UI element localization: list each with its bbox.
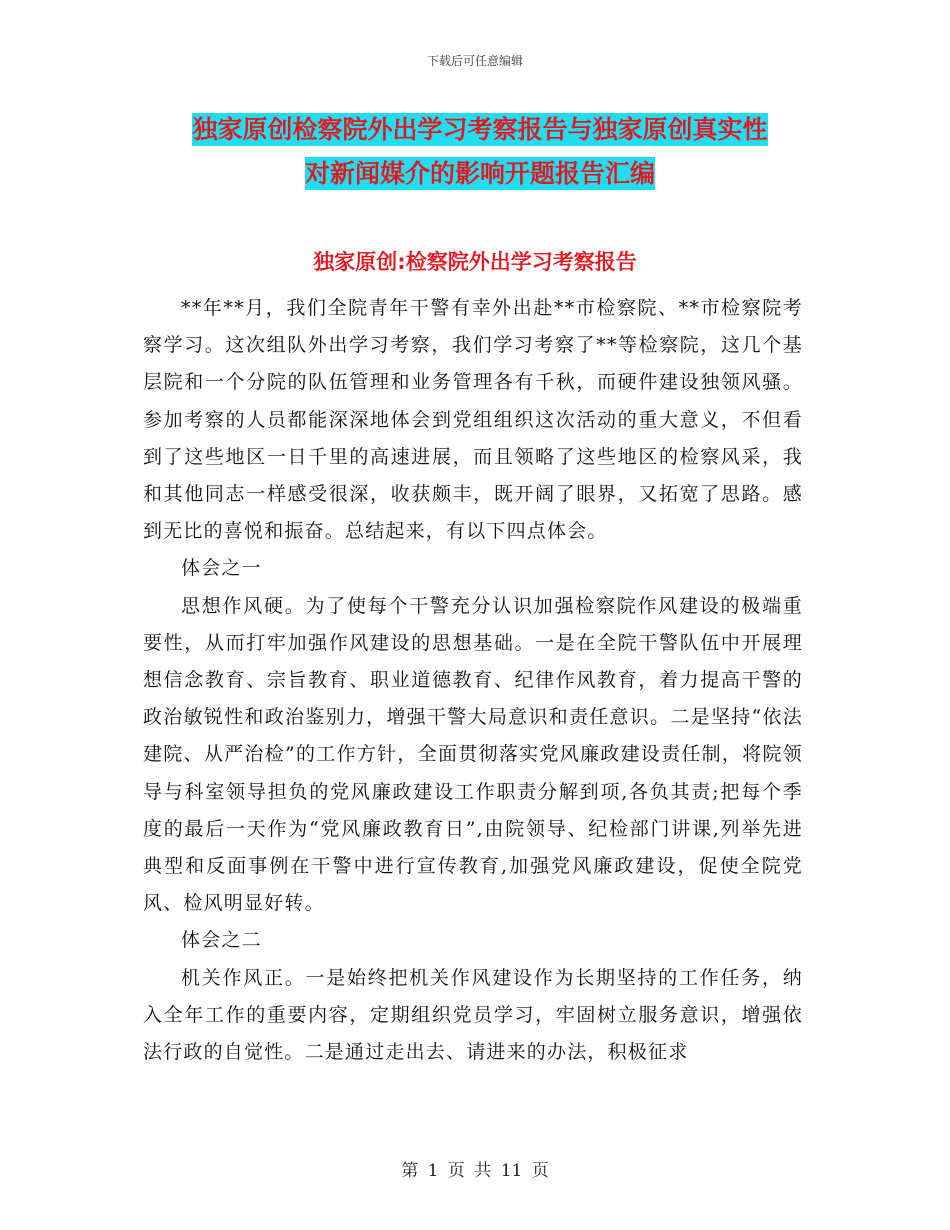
- body-paragraph-2: 机关作风正。一是始终把机关作风建设作为长期坚持的工作任务，纳入全年工作的重要内容，定期组织党员学习，牢固树立服务意识，增强依法行政的自觉性。二是通过走出去、请进来的办法，积极征求: [143, 966, 803, 1064]
- body-subheading-2: 体会之二: [181, 929, 262, 952]
- page-header-note: 下载后可任意编辑: [426, 54, 523, 68]
- document-body: [143, 290, 803, 1071]
- page-number-footer: 第 1 页 共 11 页: [401, 1161, 549, 1181]
- document-title-line-1: 独家原创检察院外出学习考察报告与独家原创真实性: [192, 115, 768, 144]
- section-title: 独家原创:检察院外出学习考察报告: [313, 250, 637, 274]
- document-title: [120, 108, 840, 196]
- body-paragraph-intro: **年**月，我们全院青年干警有幸外出赴**市检察院、**市检察院考察学习。这次组队外出学习考察，我们学习考察了**等检察院，这几个基层院和一个分院的队伍管理和业务管理各有千秋，而硬件建设独领风骚。参加考察的人员都能深深地体会到党组组织这次活动的重大意义，不但看到了这些地区一日千里的高速进展，而且领略了这些地区的检察风采，我和其他同志一样感受很深，收获颇丰，既开阔了眼界，又拓宽了思路。感到无比的喜悦和振奋。总结起来，有以下四点体会。: [143, 297, 803, 543]
- body-paragraph-1: 思想作风硬。为了使每个干警充分认识加强检察院作风建设的极端重要性，从而打牢加强作风建设的思想基础。一是在全院干警队伍中开展理想信念教育、宗旨教育、职业道德教育、纪律作风教育，着力提高干警的政治敏锐性和政治鉴别力，增强干警大局意识和责任意识。二是坚持“依法建院、从严治检”的工作方针，全面贯彻落实党风廉政建设责任制，将院领导与科室领导担负的党风廉政建设工作职责分解到项,各负其责;把每个季度的最后一天作为“党风廉政教育日”,由院领导、纪检部门讲课,列举先进典型和反面事例在干警中进行宣传教育,加强党风廉政建设，促使全院党风、检风明显好转。: [143, 594, 803, 915]
- body-subheading-1: 体会之一: [181, 557, 262, 580]
- document-title-line-2: 对新闻媒介的影响开题报告汇编: [304, 159, 655, 188]
